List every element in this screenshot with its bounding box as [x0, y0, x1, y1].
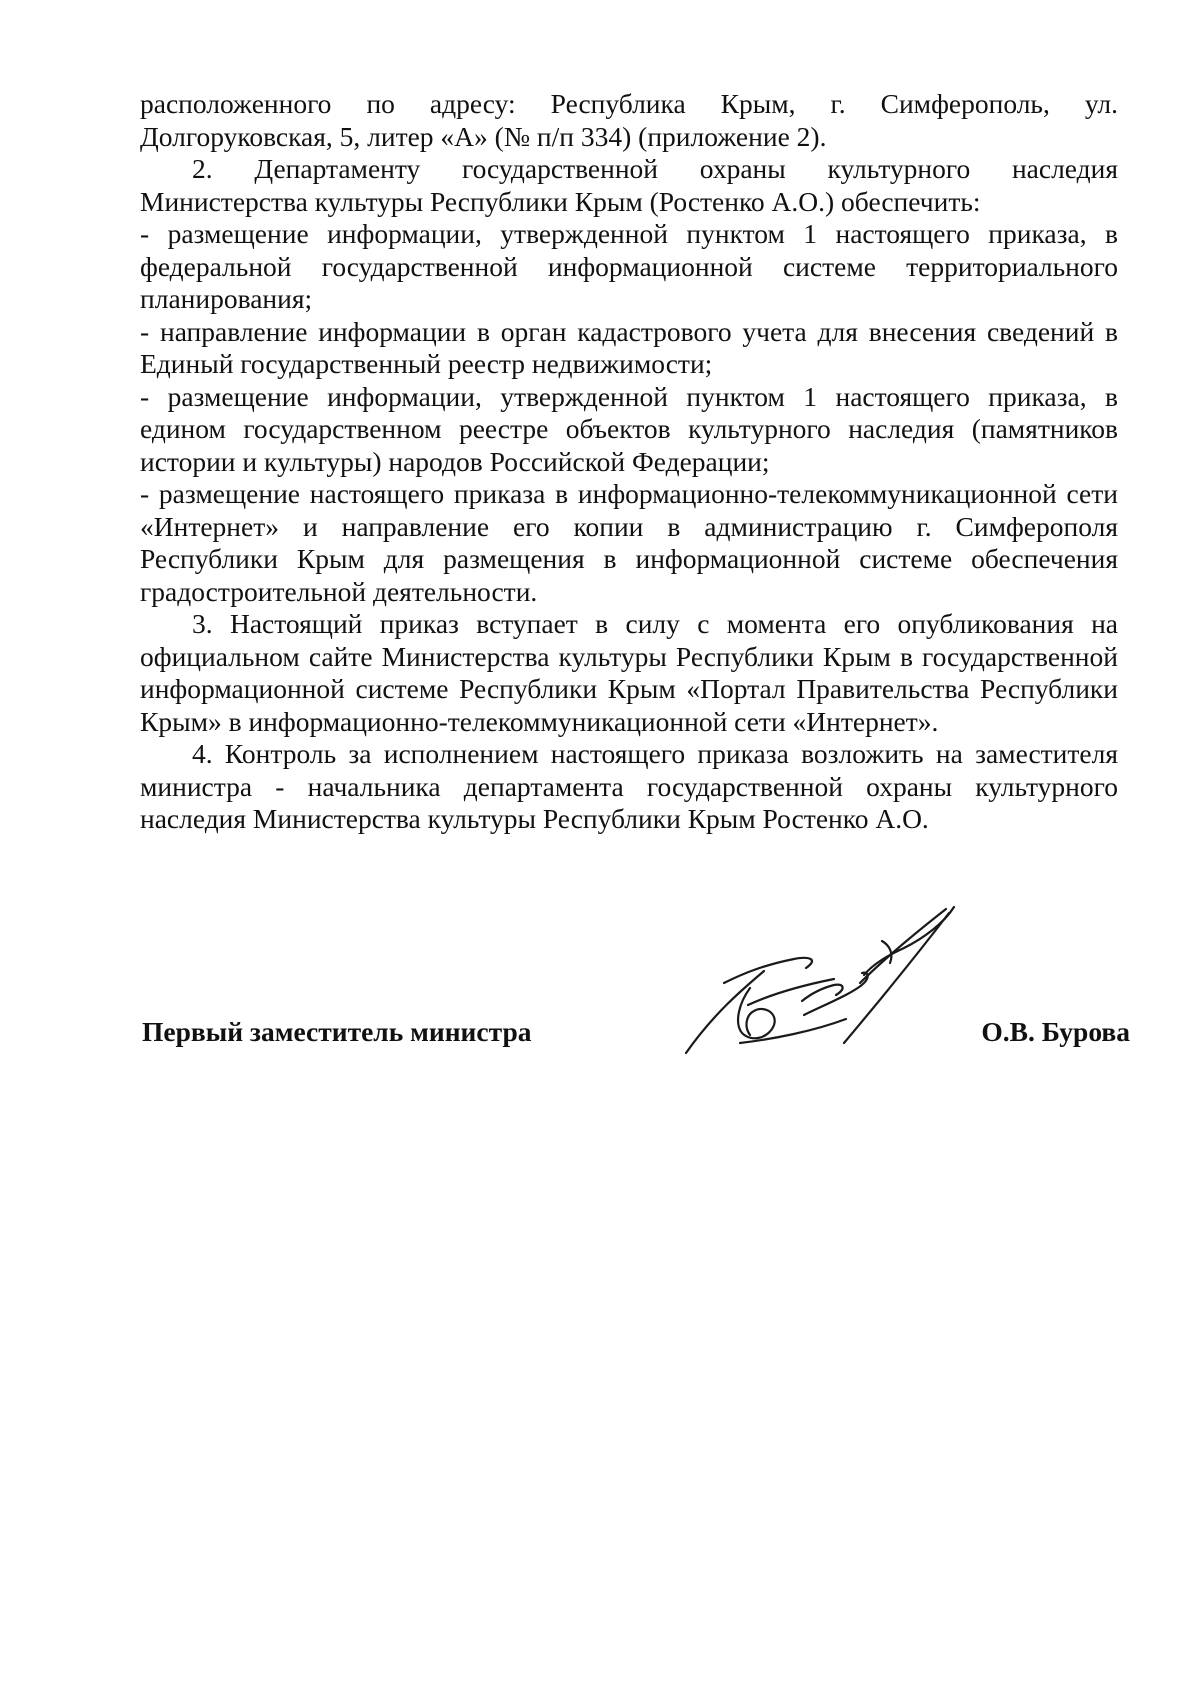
signature-row	[140, 1016, 1130, 1056]
paragraph-item-3: 3. Настоящий приказ вступает в силу с момента его опубликования на официальном сайте Министерства культуры Республики Крым в государственной информационной системе Республики Крым «Портал Правительства Республики Крым» в информационно-телекоммуникационной сети «Интернет».	[140, 608, 1118, 737]
paragraph-item-4: 4. Контроль за исполнением настоящего приказа возложить на заместителя министра - начальника департамента государственной охраны культурного наследия Министерства культуры Республики Крым Ростенко А.О.	[140, 738, 1118, 834]
document-body	[140, 88, 1118, 836]
paragraph-bullet-cadastre: - направление информации в орган кадастрового учета для внесения сведений в Единый государственный реестр недвижимости;	[140, 315, 1118, 379]
paragraph-bullet-internet: - размещение настоящего приказа в информационно-телекоммуникационной сети «Интернет» и направление его копии в администрацию г. Симферополя Республики Крым для размещения в информационной системе обеспечения градостроительной деятельности.	[140, 478, 1118, 607]
paragraph-bullet-registry: - размещение информации, утвержденной пунктом 1 настоящего приказа, в едином государственном реестре объектов культурного наследия (памятников истории и культуры) народов Российской Федерации;	[140, 380, 1118, 477]
signatory-name: О.В. Бурова	[981, 1016, 1130, 1047]
paragraph-address: расположенного по адресу: Республика Крым, г. Симферополь, ул. Долгоруковская, 5, литер «А» (№ п/п 334) (приложение 2).	[140, 88, 1118, 152]
paragraph-item-2: 2. Департаменту государственной охраны культурного наследия Министерства культуры Республики Крым (Ростенко А.О.) обеспечить:	[140, 153, 1118, 217]
signatory-title: Первый заместитель министра	[142, 1016, 532, 1047]
paragraph-bullet-fgis: - размещение информации, утвержденной пунктом 1 настоящего приказа, в федеральной государственной информационной системе территориального планирования;	[140, 218, 1118, 314]
